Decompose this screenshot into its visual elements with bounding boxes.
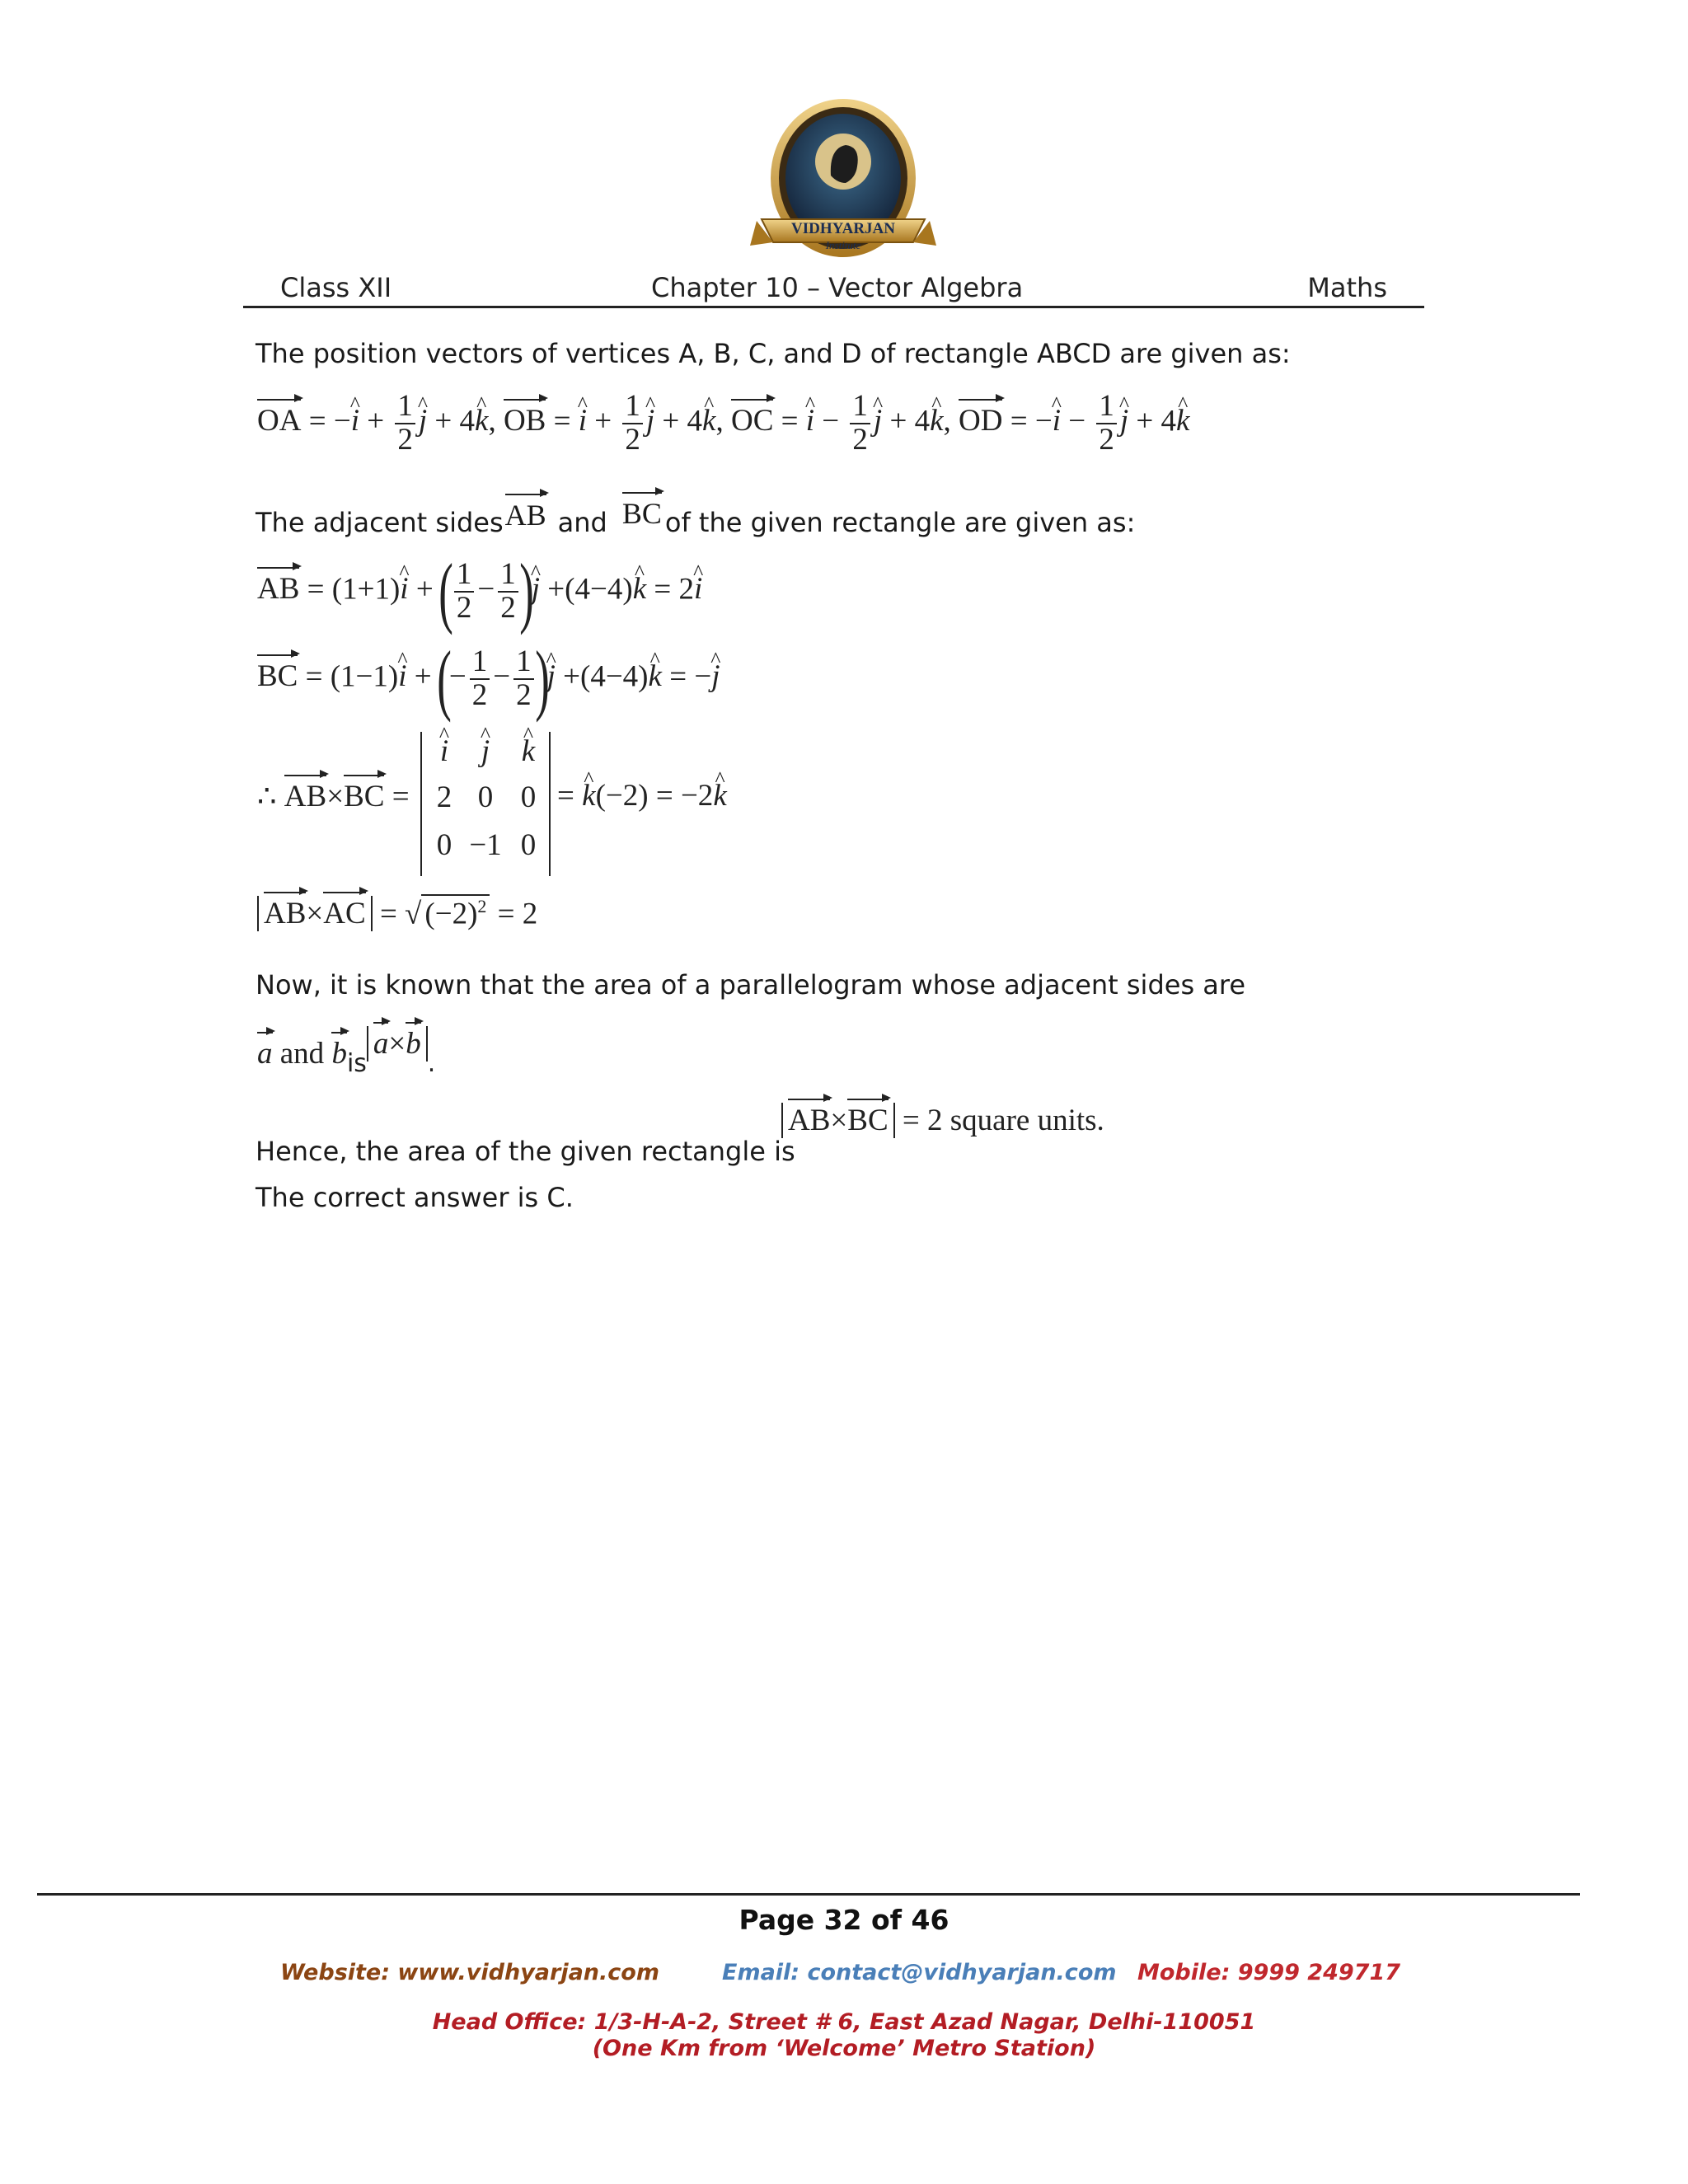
footer-address: Head Office: 1/3-H-A-2, Street # 6, East Azad Nagar, Delhi-110051 — [432, 2009, 1256, 2035]
header-subject: Maths — [1307, 272, 1387, 303]
institute-logo — [732, 97, 954, 280]
hence-text: Hence, the area of the given rectangle is — [256, 1136, 795, 1167]
ab-vector-equation: AB = (1+1)i ^ + ( $\frac{1}{2}$ − $\frac{1}{2}$ )j ^ +(4−4)k ^ = 2i ^ — [257, 552, 702, 631]
area-explanation-text: Now, it is known that the area of a parallelogram whose adjacent sides are — [256, 969, 1246, 1001]
footer-mobile: Mobile: 9999 249717 — [1137, 1960, 1401, 1985]
footer-email-link[interactable]: Email: contact@vidhyarjan.com — [722, 1960, 1117, 1985]
magnitude-equation: AB×AC = √ $(-2)^2 = 2$ — [257, 894, 537, 931]
determinant-matrix: i ^ j ^ k ^ 2 0 0 0 −1 0 — [420, 732, 551, 876]
header-class: Class XII — [280, 272, 392, 303]
area-result-formula: AB×BC = 2 square units. — [781, 1103, 1104, 1138]
adjacent-sides-text: The adjacent sidesAB and BC of the given rectangle are given as: — [256, 497, 1136, 538]
bc-vector-equation: BC = (1−1)i ^ + (− $\frac{1}{2}$ − $\frac{1}{2}$ )j ^ +(4−4)k ^ = −j ^ — [257, 640, 720, 719]
footer-divider — [37, 1893, 1580, 1896]
correct-answer-text: The correct answer is C. — [256, 1182, 574, 1213]
page-number: Page 32 of 46 — [738, 1904, 950, 1936]
area-formula: a and $b_{is}a\times b_.$ — [257, 1027, 436, 1078]
intro-text: The position vectors of vertices A, B, C, and D of rectangle ABCD are given as: — [256, 338, 1291, 369]
position-vectors-equation: OA = −i ^ + $\frac{1}{2}$ j ^ + 4k ^, OB = i ^ + $\frac{1}{2}$ j ^ + 4k ^, OC = i ^ − $\frac{1}{2}$ j ^ + 4k ^, OD = −i ^ − $\frac{1}{2}$ j ^ + 4k ^ — [257, 391, 1189, 457]
footer-website-link[interactable]: Website: www.vidhyarjan.com — [280, 1960, 659, 1985]
logo-subtitle: Institute — [825, 239, 861, 251]
logo-title: VIDHYARJAN — [791, 220, 895, 237]
footer-landmark: (One Km from ‘Welcome’ Metro Station) — [592, 2036, 1096, 2061]
page-header — [243, 270, 1424, 308]
header-chapter: Chapter 10 – Vector Algebra — [651, 272, 1024, 303]
